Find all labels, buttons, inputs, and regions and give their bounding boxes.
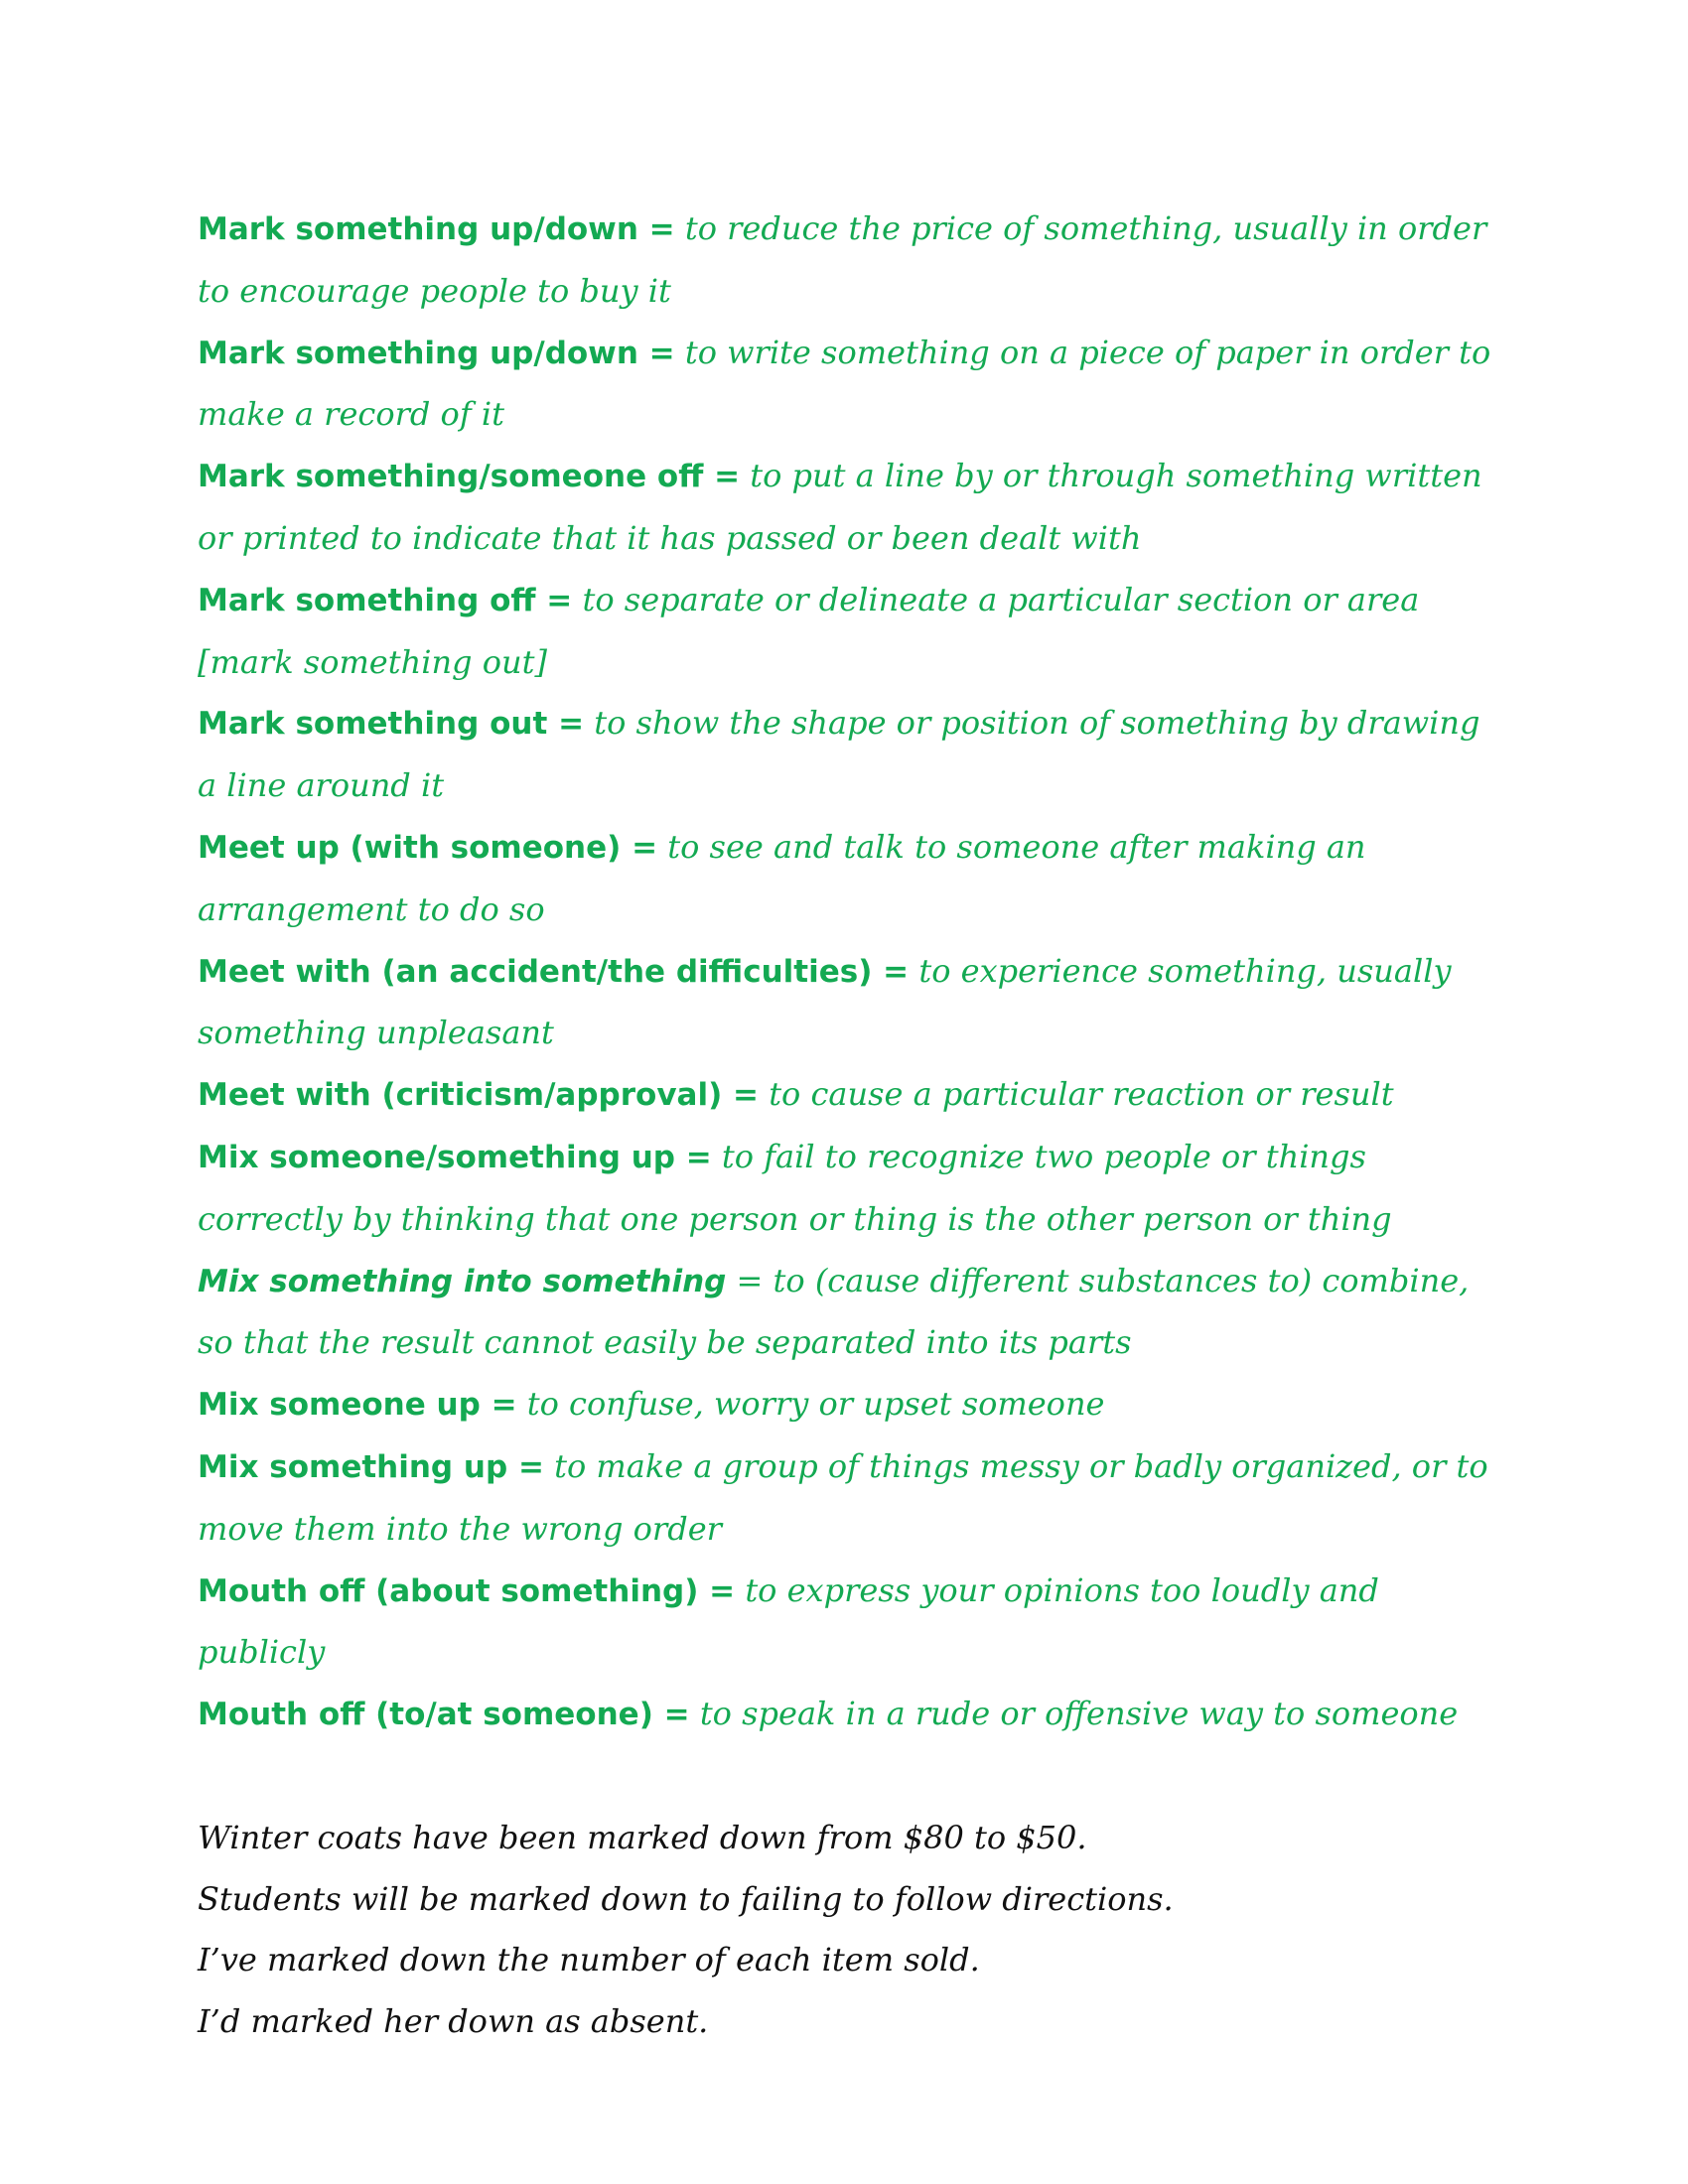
example-sentences bbox=[198, 1808, 1508, 2053]
entry-definition: to cause a particular reaction or result bbox=[759, 1075, 1394, 1114]
entry-definition: = to (cause different substances to) combine, so that the result cannot easily be separated into its parts bbox=[198, 1261, 1470, 1362]
entry-meet-with-criticism bbox=[198, 1064, 1508, 1127]
entry-term: Mouth off (about something) = bbox=[198, 1572, 736, 1609]
entry-term: Mouth off (to/at someone) = bbox=[198, 1697, 690, 1733]
entry-definition: to reduce the price of something, usually in order to encourage people to buy it bbox=[198, 209, 1487, 310]
document-content bbox=[198, 199, 1508, 2053]
entry-term: Mix something up = bbox=[198, 1448, 544, 1485]
entry-mark-off-line bbox=[198, 446, 1508, 570]
entry-term: Meet up (with someone) = bbox=[198, 829, 658, 866]
entry-definition: to speak in a rude or offensive way to someone bbox=[689, 1695, 1459, 1733]
entry-mix-someone-up bbox=[198, 1374, 1508, 1436]
entry-meet-with-accident bbox=[198, 941, 1508, 1065]
entry-term: Mark something up/down = bbox=[198, 211, 675, 247]
entry-term: Meet with (an accident/the difficulties) = bbox=[198, 953, 910, 990]
example-sentence: I’d marked her down as absent. bbox=[198, 2002, 709, 2041]
entry-meet-up bbox=[198, 817, 1508, 941]
entry-definition: to fail to recognize two people or things correctly by thinking that one person or thing is the other person or thing bbox=[198, 1137, 1392, 1238]
entry-definition: to confuse, worry or upset someone bbox=[516, 1385, 1105, 1424]
entry-mark-out bbox=[198, 693, 1508, 817]
entry-mouth-off-about bbox=[198, 1561, 1508, 1685]
entry-definition: to show the shape or position of something by drawing a line around it bbox=[198, 704, 1480, 805]
entry-mix-into bbox=[198, 1251, 1508, 1375]
entry-definition: to make a group of things messy or badly organized, or to move them into the wrong order bbox=[198, 1446, 1488, 1548]
entry-term: Mark something out = bbox=[198, 706, 585, 743]
entry-term: Mix something into something bbox=[198, 1263, 727, 1299]
entry-mix-up-confuse-identity bbox=[198, 1127, 1508, 1251]
entry-term: Mix someone up = bbox=[198, 1387, 517, 1424]
entry-term: Mark something off = bbox=[198, 582, 573, 618]
entry-mouth-off-to bbox=[198, 1684, 1508, 1746]
example-sentence: Winter coats have been marked down from $80 to $50. bbox=[198, 1818, 1087, 1856]
entry-definition: to express your opinions too loudly and publicly bbox=[198, 1570, 1379, 1672]
entry-term: Mark something up/down = bbox=[198, 335, 675, 371]
entry-mix-something-up bbox=[198, 1436, 1508, 1561]
example-sentence: I’ve marked down the number of each item sold. bbox=[198, 1941, 980, 1979]
entry-definition: to put a line by or through something written or printed to indicate that it has passed or been dealt with bbox=[198, 457, 1482, 557]
entry-term: Meet with (criticism/approval) = bbox=[198, 1077, 760, 1114]
entry-term: Mix someone/something up = bbox=[198, 1139, 712, 1175]
example-sentence: Students will be marked down to failing to follow directions. bbox=[198, 1879, 1174, 1918]
entry-mark-off-section bbox=[198, 570, 1508, 694]
entry-mark-up-down-record bbox=[198, 323, 1508, 447]
entry-definition: to experience something, usually something unpleasant bbox=[198, 951, 1452, 1052]
entry-definition: to separate or delineate a particular section or area [mark something out] bbox=[198, 580, 1420, 681]
entry-mark-up-down-price bbox=[198, 199, 1508, 323]
entry-definition: to write something on a piece of paper in order to make a record of it bbox=[198, 333, 1491, 434]
entry-term: Mark something/someone off = bbox=[198, 459, 741, 495]
entry-definition: to see and talk to someone after making an arrangement to do so bbox=[198, 827, 1366, 928]
